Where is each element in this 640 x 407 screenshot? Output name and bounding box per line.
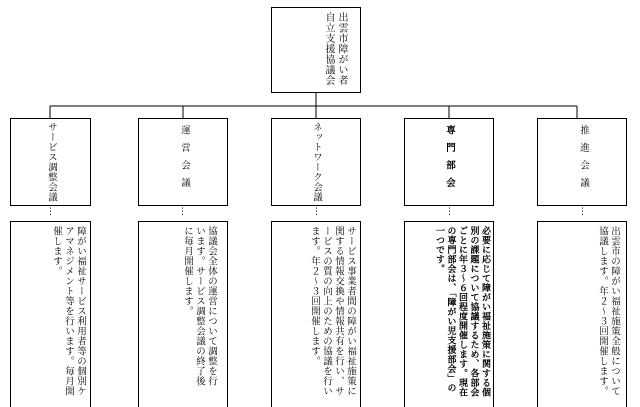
branch-unei-node [138,118,228,206]
branch-network-desc: サービス事業者間の障がい福祉施策に関する情報交換や情報共有を行い、サービスの質の向上のための協議を行います。年２～３回開催します。 [309,226,356,396]
branch-suishin-dots: ⋮ [578,207,587,217]
branch-senmon-label: 専門部会 [444,125,455,195]
branch-senmon-desc-box [404,221,494,407]
branch-senmon-node [404,118,494,206]
branch-service-label: サービス調整会議 [46,122,57,202]
branch-unei-dots: ⋮ [178,207,187,217]
branch-unei-label: 運営会議 [179,125,190,195]
branch-service-dots: ⋮ [46,207,55,217]
branch-unei-desc: 協議会全体の運営について調整を行います。サービス調整会議の終了後に毎月開催します。 [182,226,217,386]
branch-service-desc-box [10,221,91,407]
branch-network-node [271,118,361,206]
branch-service-desc: 障がい福祉サービス利用者等の個別ケアマネジメント等を行います。毎月開催します。 [51,226,86,396]
branch-unei-desc-box [138,221,228,407]
branch-suishin-label: 推進会議 [578,125,589,195]
branch-senmon-desc: 必要に応じて障がい福祉施策に関する個別の課題について協議するため、各部会ごとに年３～６回程度開催します。現在の専門部会は、「障がい児支援部会」の一つです。 [434,226,490,397]
branch-network-label: ネットワーク会議 [311,122,322,202]
branch-suishin-desc-box [537,221,627,407]
branch-suishin-desc: 出雲市の障がい福祉施策全般について協議します。年２～３回開催します。 [597,226,620,396]
top-node [271,7,361,93]
branch-service-node [10,118,91,206]
top-node-label: 出雲市障がい者自立支援協議会 [323,12,347,86]
branch-network-desc-box [271,221,361,407]
branch-senmon-dots: ⋮ [445,207,454,217]
branch-network-dots: ⋮ [312,207,321,217]
branch-suishin-node [537,118,627,206]
